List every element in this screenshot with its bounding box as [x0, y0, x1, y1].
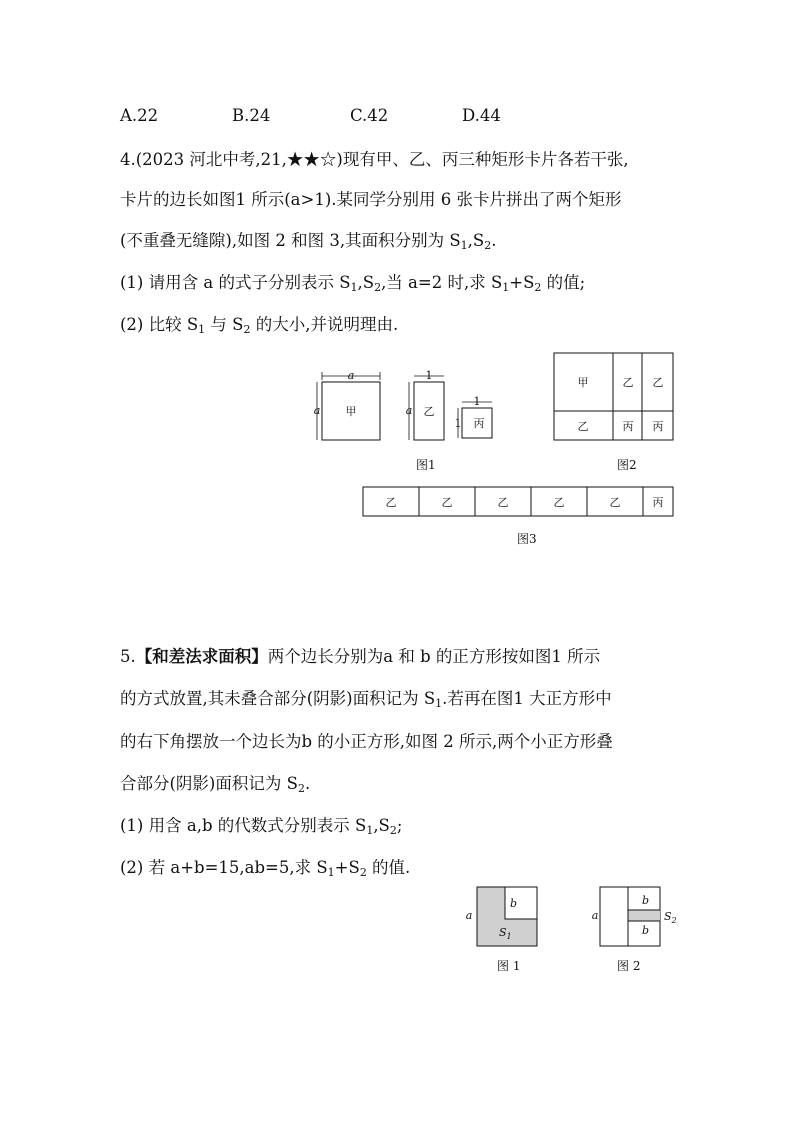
fig3-cell-4: 乙 — [553, 496, 565, 509]
q4-figure-2 — [553, 352, 675, 442]
label-s1: $S_1$ — [499, 926, 512, 941]
label-a-left: a — [313, 404, 321, 417]
label-a-yi: a — [405, 404, 413, 417]
label-1-bing-left: 1 — [454, 417, 462, 430]
label-1-bing-top: 1 — [473, 395, 481, 408]
q4-fig1-caption: 图1 — [416, 458, 436, 472]
label-b: b — [510, 897, 518, 910]
q5-line1: 5.【和差法求面积】两个边长分别为a 和 b 的正方形按如图1 所示 — [120, 647, 601, 666]
label-bing: 丙 — [473, 417, 485, 430]
fig2-top-3: 乙 — [652, 376, 664, 389]
q5-line4: 合部分(阴影)面积记为 $S_2$. — [120, 774, 311, 795]
fig3-cell-3: 乙 — [497, 496, 509, 509]
q4-fig2-caption: 图2 — [617, 458, 637, 472]
q4-line4: (1) 请用含 a 的式子分别表示 $S_1,S_2$,当 a=2 时,求 $S_1+S_2$ 的值; — [120, 273, 586, 294]
q5-line2: 的方式放置,其未叠合部分(阴影)面积记为 $S_1$.若再在图1 大正方形中 — [120, 689, 612, 710]
fig3-cell-6: 丙 — [652, 496, 664, 509]
q5-line6: (2) 若 a+b=15,ab=5,求 $S_1+S_2$ 的值. — [120, 858, 411, 879]
label-yi: 乙 — [423, 405, 435, 418]
q5-line3: 的右下角摆放一个边长为b 的小正方形,如图 2 所示,两个小正方形叠 — [120, 732, 613, 751]
option-c: C.42 — [350, 106, 389, 125]
fig2-top-2: 乙 — [622, 376, 634, 389]
option-b: B.24 — [232, 106, 271, 125]
label-b-bottom: b — [642, 924, 650, 937]
fig2-bottom-1: 乙 — [577, 420, 589, 433]
q4-line2: 卡片的边长如图1 所示(a>1).某同学分别用 6 张卡片拼出了两个矩形 — [120, 190, 622, 209]
label-a-top: a — [347, 369, 355, 382]
label-s2: $S_2$ — [664, 910, 677, 925]
q4-figure-1 — [310, 368, 510, 448]
fig2-bottom-3: 丙 — [652, 420, 664, 433]
fig2-top-1: 甲 — [577, 376, 589, 389]
label-1-top: 1 — [425, 369, 433, 382]
q5-fig1-caption: 图 1 — [497, 959, 521, 973]
label-b-top: b — [642, 894, 650, 907]
q5-figure-1 — [460, 884, 540, 948]
fig3-cell-2: 乙 — [441, 496, 453, 509]
label-a: a — [591, 909, 599, 922]
q4-figure-3 — [362, 486, 675, 518]
shaded-region-s2 — [628, 910, 660, 921]
q5-fig2-caption: 图 2 — [617, 959, 641, 973]
fig3-cell-1: 乙 — [385, 496, 397, 509]
q4-fig3-caption: 图3 — [517, 532, 537, 546]
q4-line5: (2) 比较 $S_1$ 与 $S_2$ 的大小,并说明理由. — [120, 315, 399, 336]
q4-line3: (不重叠无缝隙),如图 2 和图 3,其面积分别为 $S_1,S_2$. — [120, 231, 497, 252]
label-jia: 甲 — [345, 405, 357, 418]
fig2-bottom-2: 丙 — [622, 420, 634, 433]
option-d: D.44 — [462, 106, 501, 125]
q5-figure-2 — [588, 884, 688, 948]
q5-line5: (1) 用含 a,b 的代数式分别表示 $S_1,S_2$; — [120, 816, 403, 837]
label-a: a — [465, 909, 473, 922]
q4-line1: 4.(2023 河北中考,21,★★☆)现有甲、乙、丙三种矩形卡片各若干张, — [120, 150, 629, 169]
fig3-cell-5: 乙 — [609, 496, 621, 509]
option-a: A.22 — [120, 106, 159, 125]
